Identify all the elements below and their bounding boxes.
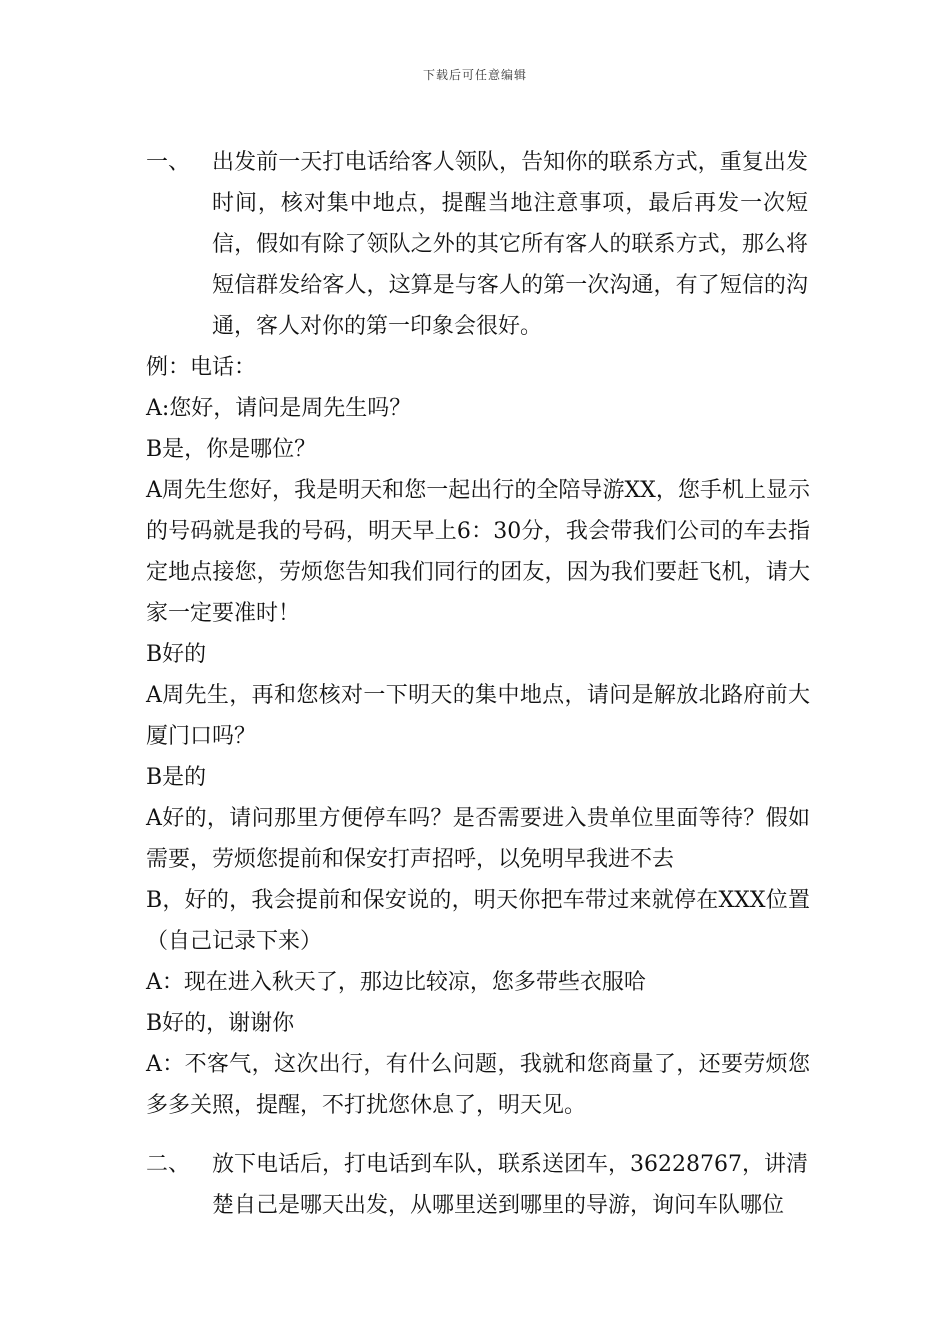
section-one-number: 一、 <box>146 150 191 175</box>
dialogue-line: A:您好，请问是周先生吗？ <box>146 396 412 421</box>
dialogue-line: B好的，谢谢你 <box>146 1011 295 1036</box>
page-header-note: 下载后可任意编辑 <box>422 68 527 82</box>
section-one-text: 出发前一天打电话给客人领队，告知你的联系方式，重复出发时间，核对集中地点，提醒当地注意事项，最后再发一次短信，假如有除了领队之外的其它所有客人的联系方式，那么将短信群发给客人，这算是与客人的第一次沟通，有了短信的沟通，客人对你的第一印象会很好。 <box>212 150 808 339</box>
document-body <box>146 142 810 1226</box>
section-two <box>146 1144 810 1226</box>
dialogue-line: A周先生，再和您核对一下明天的集中地点，请问是解放北路府前大厦门口吗？ <box>146 683 810 749</box>
dialogue-line: A：不客气，这次出行，有什么问题，我就和您商量了，还要劳烦您多多关照，提醒，不打扰您休息了，明天见。 <box>146 1052 810 1118</box>
dialogue-line: A：现在进入秋天了，那边比较凉，您多带些衣服哈 <box>146 970 646 995</box>
section-two-number: 二、 <box>146 1152 191 1177</box>
dialogue-line: A周先生您好，我是明天和您一起出行的全陪导游XX，您手机上显示的号码就是我的号码，明天早上6：30分，我会带我们公司的车去指定地点接您，劳烦您告知我们同行的团友，因为我们要赶飞机，请大家一定要准时！ <box>146 478 810 626</box>
dialogue-example <box>146 347 810 1126</box>
section-two-text: 放下电话后，打电话到车队，联系送团车，36228767，讲清楚自己是哪天出发，从哪里送到哪里的导游，询问车队哪位 <box>212 1152 808 1218</box>
dialogue-line: B，好的，我会提前和保安说的，明天你把车带过来就停在XXX位置（自己记录下来） <box>146 888 810 954</box>
dialogue-line: A好的，请问那里方便停车吗？是否需要进入贵单位里面等待？假如需要，劳烦您提前和保安打声招呼，以免明早我进不去 <box>146 806 810 872</box>
dialogue-line: B是的 <box>146 765 207 790</box>
section-one <box>146 142 810 347</box>
dialogue-line: B好的 <box>146 642 207 667</box>
dialogue-line: 例：电话： <box>146 355 257 380</box>
paragraph-spacer <box>146 1126 810 1144</box>
dialogue-line: B是，你是哪位？ <box>146 437 317 462</box>
